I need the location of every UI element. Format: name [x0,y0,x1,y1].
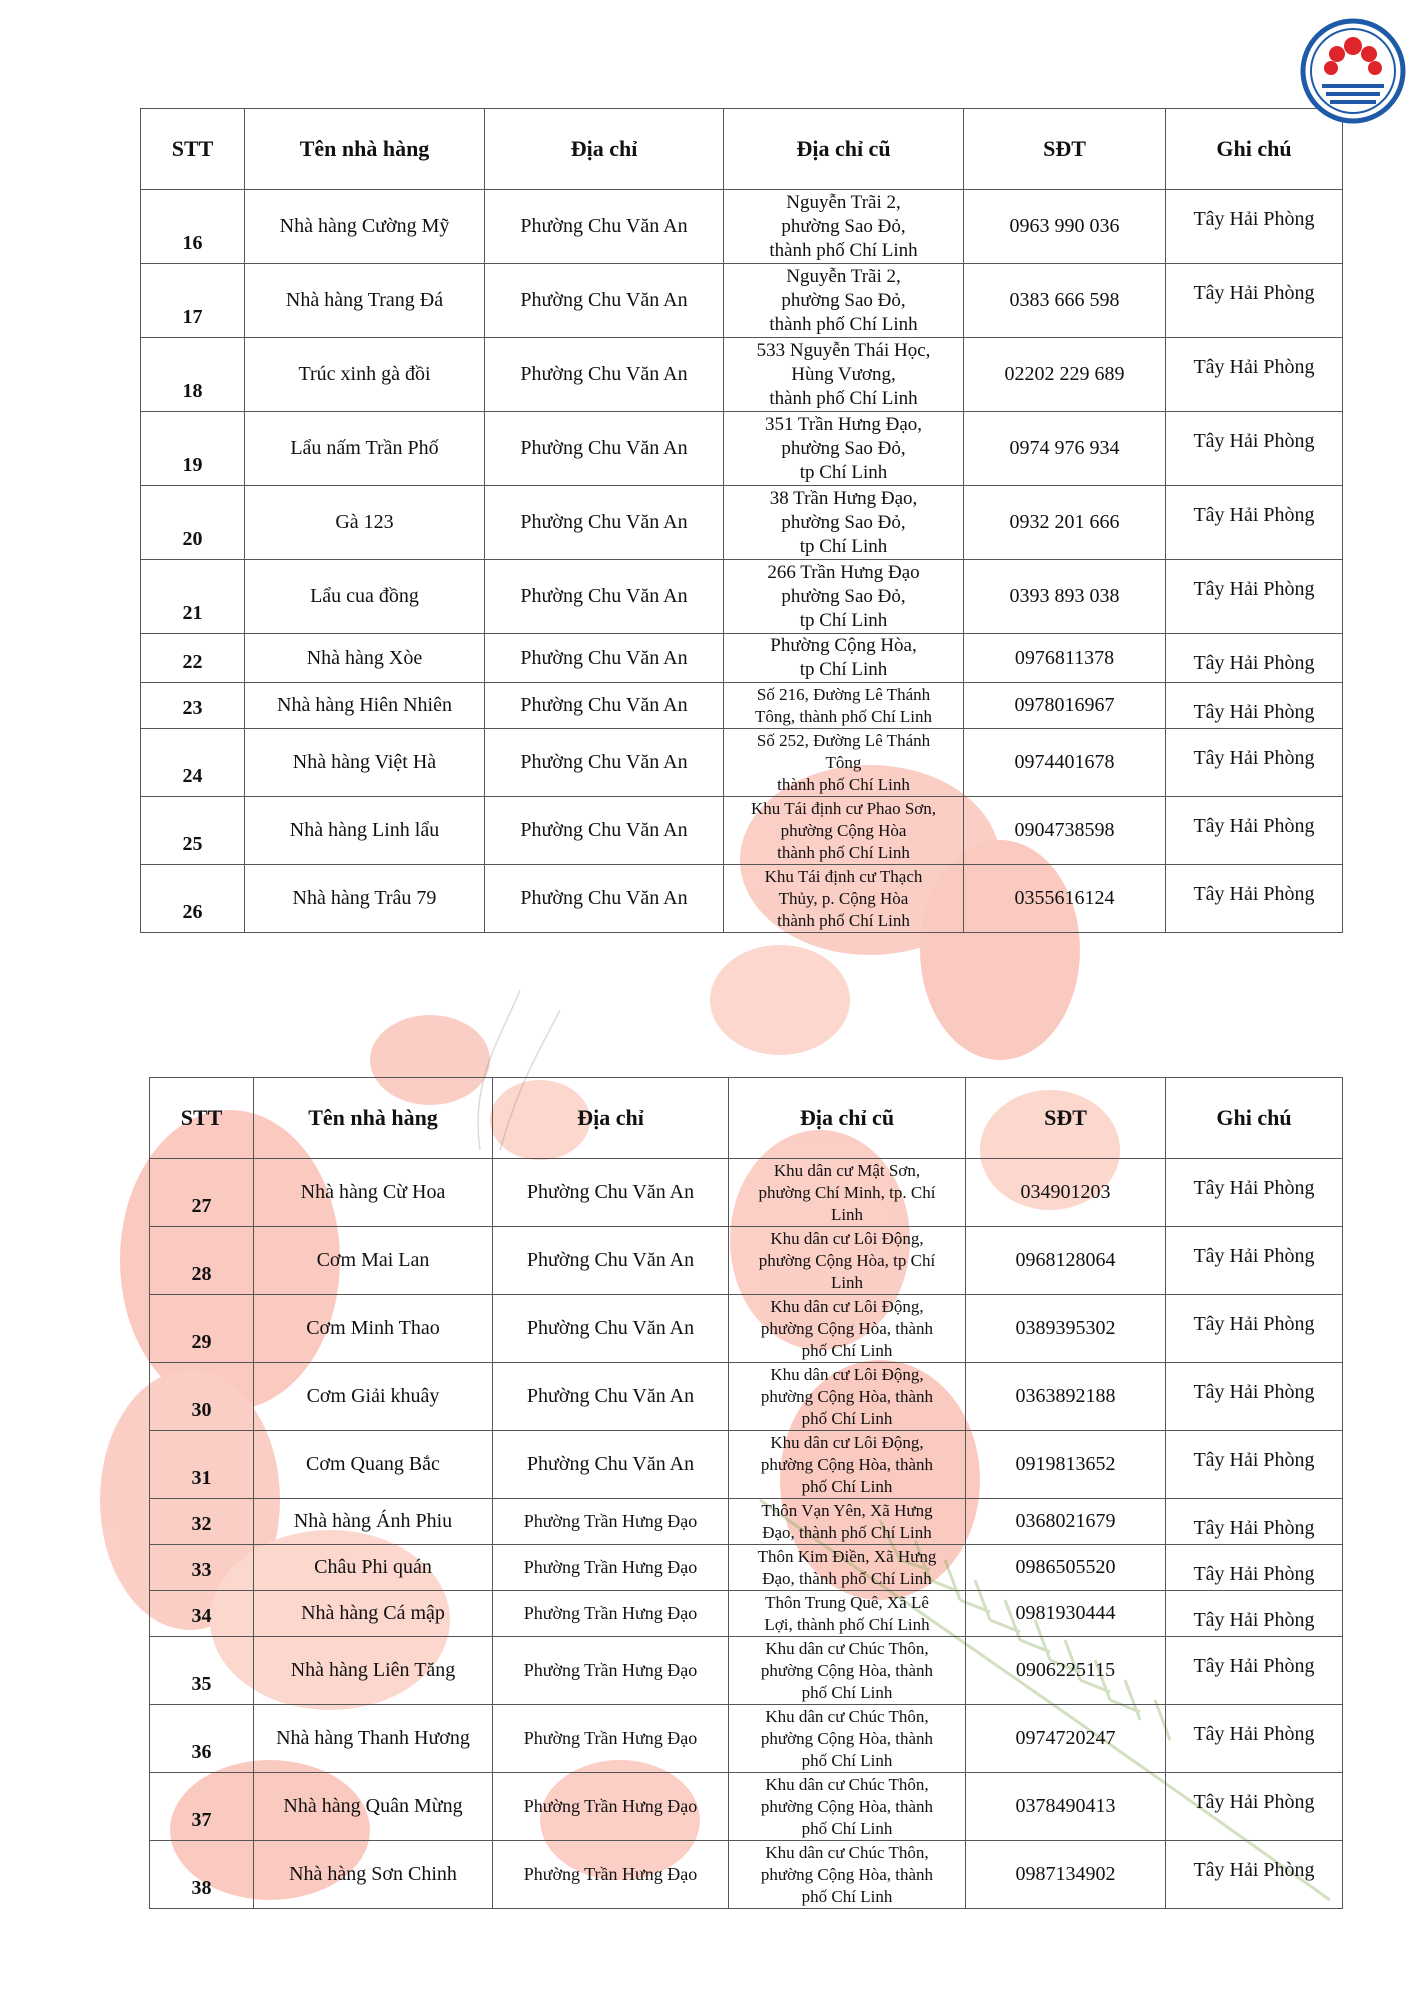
address: Phường Trần Hưng Đạo [493,1591,729,1637]
old-address-line: Nguyễn Trãi 2, [786,191,901,213]
old-address-line: phường Sao Đỏ, [781,511,906,533]
old-address-line: phường Sao Đỏ, [781,437,906,459]
header-note: Ghi chú [1166,1078,1343,1159]
old-address-line: Khu Tái định cư Thạch [764,866,923,886]
table-row [141,338,1343,412]
row-number: 17 [141,264,245,338]
address: Phường Chu Văn An [493,1159,729,1227]
phone-number: 0904738598 [964,797,1166,865]
phone-number: 0974401678 [964,729,1166,797]
address: Phường Trần Hưng Đạo [493,1545,729,1591]
address: Phường Chu Văn An [485,338,724,412]
phone-number: 0368021679 [966,1499,1166,1545]
note: Tây Hải Phòng [1166,1545,1343,1591]
old-address-line: Khu dân cư Chúc Thôn, [765,1638,929,1658]
note: Tây Hải Phòng [1166,1431,1343,1499]
phone-number: 0981930444 [966,1591,1166,1637]
phone-number: 0383 666 598 [964,264,1166,338]
row-number: 16 [141,190,245,264]
old-address-line: Linh [830,1272,864,1292]
address: Phường Chu Văn An [485,683,724,729]
old-address-line: phường Cộng Hòa, thành [760,1864,934,1884]
table-row [150,1363,1343,1431]
row-number: 35 [150,1637,254,1705]
old-address-line: Khu dân cư Lôi Động, [770,1432,924,1452]
row-number: 36 [150,1705,254,1773]
old-address-line: Khu dân cư Mật Sơn, [773,1160,921,1180]
note: Tây Hải Phòng [1166,1591,1343,1637]
old-address [729,1295,966,1363]
old-address-line: 533 Nguyễn Thái Học, [756,339,931,361]
note: Tây Hải Phòng [1166,560,1343,634]
address: Phường Chu Văn An [493,1431,729,1499]
note: Tây Hải Phòng [1166,190,1343,264]
old-address-line: phố Chí Linh [801,1682,893,1702]
header-phone: SĐT [964,109,1166,190]
note: Tây Hải Phòng [1166,1499,1343,1545]
table-row [150,1637,1343,1705]
address: Phường Trần Hưng Đạo [493,1773,729,1841]
old-address-line: thành phố Chí Linh [769,387,918,409]
old-address-line: Đạo, thành phố Chí Linh [762,1568,932,1588]
phone-number: 0976811378 [964,634,1166,683]
phone-number: 0968128064 [966,1227,1166,1295]
address: Phường Chu Văn An [485,865,724,933]
restaurant-name: Lẩu nấm Trần Phố [245,412,485,486]
restaurant-name: Nhà hàng Cường Mỹ [245,190,485,264]
header-stt: STT [150,1078,254,1159]
phone-number: 034901203 [966,1159,1166,1227]
phone-number: 0389395302 [966,1295,1166,1363]
note: Tây Hải Phòng [1166,797,1343,865]
restaurant-name: Cơm Mai Lan [254,1227,493,1295]
old-address-line: Thôn Kim Điền, Xã Hưng [757,1546,937,1566]
restaurant-name: Trúc xinh gà đồi [245,338,485,412]
address: Phường Chu Văn An [493,1363,729,1431]
row-number: 25 [141,797,245,865]
header-phone: SĐT [966,1078,1166,1159]
phone-number: 0919813652 [966,1431,1166,1499]
old-address [724,683,964,729]
old-address-line: phường Chí Minh, tp. Chí [758,1182,936,1202]
note: Tây Hải Phòng [1166,264,1343,338]
restaurant-name: Cơm Minh Thao [254,1295,493,1363]
restaurant-name: Cơm Giải khuây [254,1363,493,1431]
header-restaurant-name: Tên nhà hàng [245,109,485,190]
address: Phường Chu Văn An [485,190,724,264]
restaurant-name: Nhà hàng Cá mập [254,1591,493,1637]
header-stt: STT [141,109,245,190]
address: Phường Trần Hưng Đạo [493,1499,729,1545]
old-address-line: Thủy, p. Cộng Hòa [778,888,909,908]
table-row [141,729,1343,797]
table-row [141,797,1343,865]
old-address-line: thành phố Chí Linh [769,239,918,261]
old-address-line: Thôn Trung Quê, Xã Lê [765,1592,929,1612]
address: Phường Chu Văn An [485,560,724,634]
phone-number: 0974720247 [966,1705,1166,1773]
old-address-line: phố Chí Linh [801,1750,893,1770]
old-address-line: tp Chí Linh [799,535,888,557]
old-address [724,486,964,560]
old-address-line: Linh [830,1204,864,1224]
row-number: 24 [141,729,245,797]
header-old-address: Địa chỉ cũ [729,1078,966,1159]
old-address-line: phường Cộng Hòa [780,820,907,840]
phone-number: 0986505520 [966,1545,1166,1591]
note: Tây Hải Phòng [1166,1363,1343,1431]
old-address-line: phường Cộng Hòa, thành [760,1728,934,1748]
phone-number: 0393 893 038 [964,560,1166,634]
row-number: 33 [150,1545,254,1591]
old-address-line: phường Cộng Hòa, thành [760,1660,934,1680]
row-number: 29 [150,1295,254,1363]
restaurant-name: Nhà hàng Trâu 79 [245,865,485,933]
old-address-line: Lợi, thành phố Chí Linh [764,1614,930,1634]
table-row [150,1499,1343,1545]
note: Tây Hải Phòng [1166,865,1343,933]
old-address-line: Khu dân cư Chúc Thôn, [765,1774,929,1794]
old-address [729,1499,966,1545]
old-address [724,729,964,797]
old-address-line: 38 Trần Hưng Đạo, [769,487,918,509]
restaurant-name: Châu Phi quán [254,1545,493,1591]
row-number: 19 [141,412,245,486]
restaurant-name: Nhà hàng Quân Mừng [254,1773,493,1841]
phone-number: 0974 976 934 [964,412,1166,486]
note: Tây Hải Phòng [1166,1227,1343,1295]
phone-number: 0906225115 [966,1637,1166,1705]
old-address [729,1159,966,1227]
table-row [150,1773,1343,1841]
address: Phường Chu Văn An [485,634,724,683]
header-note: Ghi chú [1166,109,1343,190]
old-address-line: thành phố Chí Linh [777,910,910,930]
table-row [141,486,1343,560]
row-number: 27 [150,1159,254,1227]
address: Phường Trần Hưng Đạo [493,1637,729,1705]
table-row [150,1705,1343,1773]
old-address-line: phường Sao Đỏ, [781,289,906,311]
restaurant-name: Nhà hàng Sơn Chinh [254,1841,493,1909]
row-number: 38 [150,1841,254,1909]
table-row [150,1841,1343,1909]
old-address-line: tp Chí Linh [799,461,888,483]
restaurant-name: Nhà hàng Xòe [245,634,485,683]
note: Tây Hải Phòng [1166,683,1343,729]
header-address: Địa chỉ [493,1078,729,1159]
old-address-line: Khu dân cư Lôi Động, [770,1364,924,1384]
old-address [724,190,964,264]
address: Phường Chu Văn An [485,264,724,338]
note: Tây Hải Phòng [1166,338,1343,412]
old-address-line: phường Cộng Hòa, thành [760,1454,934,1474]
note: Tây Hải Phòng [1166,1159,1343,1227]
address: Phường Trần Hưng Đạo [493,1841,729,1909]
restaurant-table-1 [140,108,1343,933]
table-header-row [150,1078,1343,1159]
old-address [724,634,964,683]
note: Tây Hải Phòng [1166,412,1343,486]
restaurant-name: Nhà hàng Cừ Hoa [254,1159,493,1227]
note: Tây Hải Phòng [1166,729,1343,797]
old-address-line: phố Chí Linh [801,1886,893,1906]
address: Phường Chu Văn An [493,1227,729,1295]
note: Tây Hải Phòng [1166,1841,1343,1909]
row-number: 22 [141,634,245,683]
old-address-line: phường Sao Đỏ, [781,585,906,607]
note: Tây Hải Phòng [1166,634,1343,683]
table-row [141,634,1343,683]
table-row [141,865,1343,933]
table-row [141,264,1343,338]
restaurant-name: Nhà hàng Linh lẩu [245,797,485,865]
phone-number: 0355616124 [964,865,1166,933]
old-address-line: Đạo, thành phố Chí Linh [762,1522,932,1542]
row-number: 20 [141,486,245,560]
restaurant-table-2 [149,1077,1343,1909]
phone-number: 0987134902 [966,1841,1166,1909]
old-address-line: phường Cộng Hòa, thành [760,1796,934,1816]
row-number: 18 [141,338,245,412]
restaurant-name: Nhà hàng Việt Hà [245,729,485,797]
old-address-line: tp Chí Linh [799,659,888,680]
old-address-line: Thôn Vạn Yên, Xã Hưng [761,1500,933,1520]
old-address-line: Khu dân cư Lôi Động, [770,1228,924,1248]
restaurant-name: Nhà hàng Thanh Hương [254,1705,493,1773]
table-row [141,683,1343,729]
old-address [724,560,964,634]
old-address-line: Tông, thành phố Chí Linh [754,706,933,726]
header-old-address: Địa chỉ cũ [724,109,964,190]
table-row [150,1227,1343,1295]
phone-number: 02202 229 689 [964,338,1166,412]
old-address-line: Phường Cộng Hòa, [770,635,917,656]
phone-number: 0963 990 036 [964,190,1166,264]
row-number: 31 [150,1431,254,1499]
old-address-line: phường Sao Đỏ, [781,215,906,237]
restaurant-name: Nhà hàng Ánh Phiu [254,1499,493,1545]
old-address-line: 266 Trần Hưng Đạo [767,561,920,583]
old-address [724,264,964,338]
table-header-row [141,109,1343,190]
old-address [724,865,964,933]
old-address-line: Tông [825,752,862,772]
address: Phường Chu Văn An [485,797,724,865]
address: Phường Chu Văn An [493,1295,729,1363]
old-address [729,1363,966,1431]
row-number: 21 [141,560,245,634]
phone-number: 0363892188 [966,1363,1166,1431]
row-number: 26 [141,865,245,933]
old-address [729,1705,966,1773]
restaurant-name: Nhà hàng Liên Tăng [254,1637,493,1705]
old-address-line: phố Chí Linh [801,1408,893,1428]
old-address-line: phường Cộng Hòa, thành [760,1318,934,1338]
restaurant-name: Gà 123 [245,486,485,560]
restaurant-name: Cơm Quang Bắc [254,1431,493,1499]
table-row [150,1545,1343,1591]
address: Phường Trần Hưng Đạo [493,1705,729,1773]
hai-phong-logo [1300,18,1406,124]
old-address-line: Khu dân cư Chúc Thôn, [765,1842,929,1862]
old-address [729,1773,966,1841]
note: Tây Hải Phòng [1166,1773,1343,1841]
old-address-line: Hùng Vương, [791,363,896,385]
old-address-line: Nguyễn Trãi 2, [786,265,901,287]
old-address [724,412,964,486]
old-address-line: 351 Trần Hưng Đạo, [764,413,923,435]
old-address-line: phố Chí Linh [801,1818,893,1838]
row-number: 32 [150,1499,254,1545]
table-row [150,1295,1343,1363]
address: Phường Chu Văn An [485,486,724,560]
old-address-line: Khu dân cư Chúc Thôn, [765,1706,929,1726]
old-address [729,1227,966,1295]
old-address [729,1431,966,1499]
old-address-line: thành phố Chí Linh [777,842,910,862]
old-address [729,1591,966,1637]
old-address [724,338,964,412]
old-address [729,1841,966,1909]
table-row [150,1431,1343,1499]
address: Phường Chu Văn An [485,412,724,486]
old-address-line: Số 216, Đường Lê Thánh [756,684,931,704]
table-row [141,560,1343,634]
restaurant-name: Lẩu cua đồng [245,560,485,634]
table-row [141,412,1343,486]
row-number: 37 [150,1773,254,1841]
table-row [150,1591,1343,1637]
old-address-line: Khu dân cư Lôi Động, [770,1296,924,1316]
row-number: 30 [150,1363,254,1431]
old-address-line: thành phố Chí Linh [769,313,918,335]
old-address-line: phố Chí Linh [801,1476,893,1496]
table-row [141,190,1343,264]
old-address-line: phường Cộng Hòa, tp Chí [758,1250,936,1270]
phone-number: 0978016967 [964,683,1166,729]
old-address [724,797,964,865]
note: Tây Hải Phòng [1166,1295,1343,1363]
table-row [150,1159,1343,1227]
old-address-line: tp Chí Linh [799,609,888,631]
note: Tây Hải Phòng [1166,486,1343,560]
note: Tây Hải Phòng [1166,1637,1343,1705]
header-restaurant-name: Tên nhà hàng [254,1078,493,1159]
row-number: 34 [150,1591,254,1637]
phone-number: 0378490413 [966,1773,1166,1841]
header-address: Địa chỉ [485,109,724,190]
old-address [729,1637,966,1705]
old-address-line: phố Chí Linh [801,1340,893,1360]
note: Tây Hải Phòng [1166,1705,1343,1773]
phone-number: 0932 201 666 [964,486,1166,560]
old-address [729,1545,966,1591]
old-address-line: thành phố Chí Linh [777,774,910,794]
restaurant-name: Nhà hàng Hiên Nhiên [245,683,485,729]
row-number: 23 [141,683,245,729]
old-address-line: phường Cộng Hòa, thành [760,1386,934,1406]
address: Phường Chu Văn An [485,729,724,797]
row-number: 28 [150,1227,254,1295]
old-address-line: Số 252, Đường Lê Thánh [756,730,931,750]
old-address-line: Khu Tái định cư Phao Sơn, [750,798,937,818]
restaurant-name: Nhà hàng Trang Đá [245,264,485,338]
